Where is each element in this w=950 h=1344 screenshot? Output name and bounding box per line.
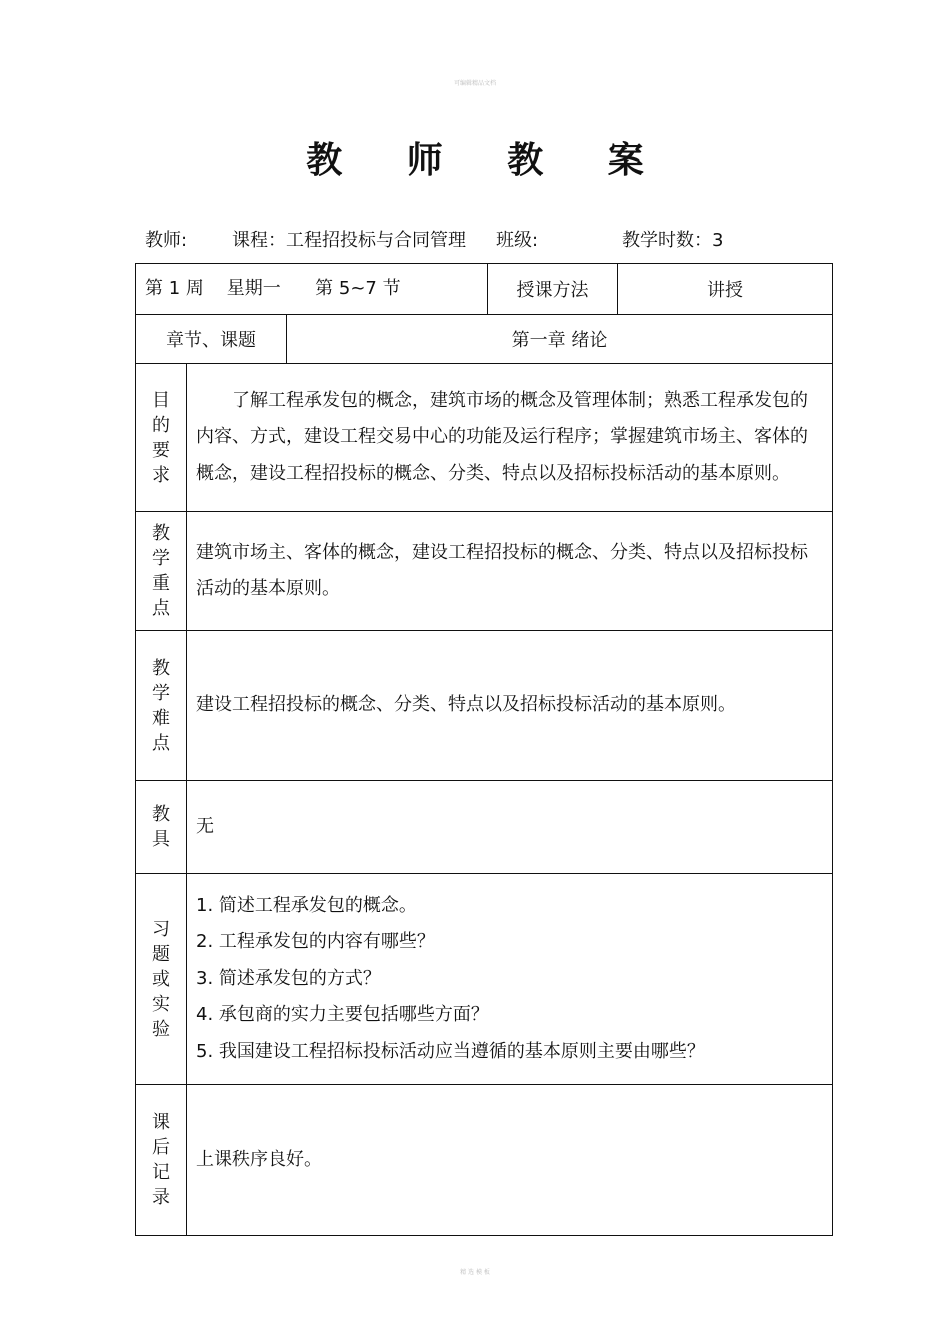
difficulties-label: 教 学 难 点 xyxy=(136,631,187,781)
week-text: 第 1 周 xyxy=(145,277,204,299)
meta-row xyxy=(145,226,845,252)
session-text: 第 5~7 节 xyxy=(315,277,401,299)
difficulties-row xyxy=(136,631,833,781)
objectives-row xyxy=(136,364,833,512)
teacher-label: 教师: xyxy=(145,230,188,251)
record-text: 上课秩序良好。 xyxy=(187,1085,833,1236)
tools-text: 无 xyxy=(187,781,833,874)
method-value: 讲授 xyxy=(618,264,833,315)
tools-row xyxy=(136,781,833,874)
list-item: 3. 简述承发包的方式？ xyxy=(196,967,381,989)
record-row xyxy=(136,1085,833,1236)
objectives-label: 目 的 要 求 xyxy=(136,364,187,512)
chapter-label: 章节、课题 xyxy=(136,315,287,364)
method-label: 授课方法 xyxy=(488,264,618,315)
exercises-cell xyxy=(187,874,833,1085)
exercises-label: 习 题 或 实 验 xyxy=(136,874,187,1085)
course-label: 课程：工程招投标与合同管理 xyxy=(232,230,466,251)
document-title: 教 师 教 案 xyxy=(306,139,670,181)
key-points-text: 建筑市场主、客体的概念，建设工程招投标的概念、分类、特点以及招标投标活动的基本原则。 xyxy=(187,512,833,631)
lesson-plan-table xyxy=(135,263,833,1236)
objectives-text: 了解工程承发包的概念，建筑市场的概念及管理体制；熟悉工程承发包的内容、方式，建设工程交易中心的功能及运行程序；掌握建筑市场主、客体的概念，建设工程招投标的概念、分类、特点以及招标投标活动的基本原则。 xyxy=(196,389,808,484)
chapter-value: 第一章 绪论 xyxy=(287,315,833,364)
class-label: 班级: xyxy=(496,230,539,251)
key-points-label: 教 学 重 点 xyxy=(136,512,187,631)
footer-watermark: 精 选 模 板 xyxy=(460,1269,490,1276)
objectives-cell xyxy=(187,364,833,512)
weekday-text: 星期一 xyxy=(226,277,281,299)
exercises-row xyxy=(136,874,833,1085)
key-points-row xyxy=(136,512,833,631)
list-item: 2. 工程承发包的内容有哪些？ xyxy=(196,931,435,953)
chapter-row xyxy=(136,315,833,364)
header-watermark: 可编辑精品文档 xyxy=(453,80,496,87)
list-item: 5. 我国建设工程招标投标活动应当遵循的基本原则主要由哪些？ xyxy=(196,1040,705,1062)
list-item: 4. 承包商的实力主要包括哪些方面？ xyxy=(196,1004,489,1026)
schedule-cell xyxy=(136,264,488,315)
tools-label: 教 具 xyxy=(136,781,187,874)
record-label: 课 后 记 录 xyxy=(136,1085,187,1236)
schedule-row xyxy=(136,264,833,315)
difficulties-text: 建设工程招投标的概念、分类、特点以及招标投标活动的基本原则。 xyxy=(187,631,833,781)
hours-label: 教学时数：3 xyxy=(622,230,724,251)
list-item: 1. 简述工程承发包的概念。 xyxy=(196,894,417,916)
